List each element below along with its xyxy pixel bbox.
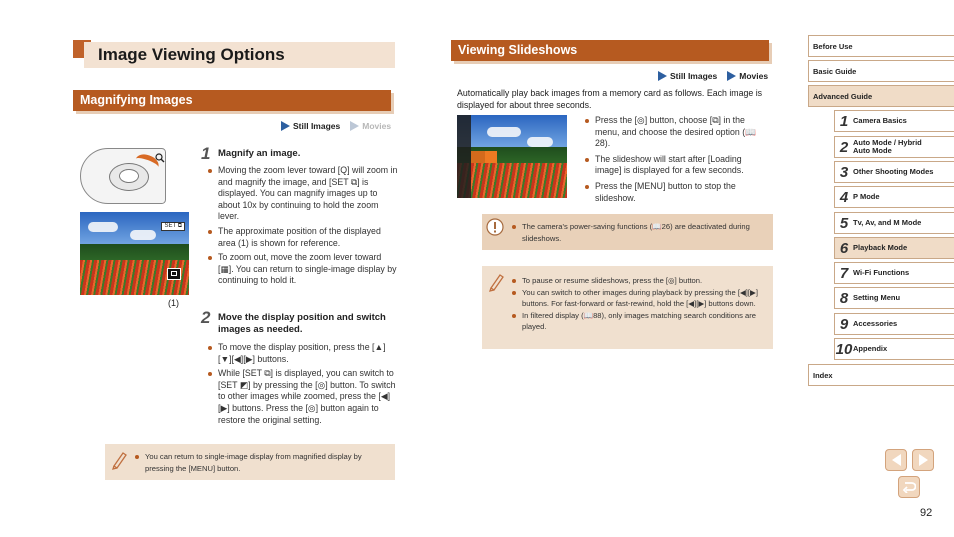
nav-advanced-guide[interactable]: Advanced Guide bbox=[808, 85, 954, 107]
note-item: To pause or resume slideshows, press the [◎] button. bbox=[512, 275, 767, 287]
nav-chapter-5[interactable]: 5 Tv, Av, and M Mode bbox=[834, 212, 954, 234]
callout-label: (1) bbox=[168, 298, 179, 308]
set-icon: SET ⧉ bbox=[161, 222, 185, 231]
nav-chapter-1[interactable]: 1 Camera Basics bbox=[834, 110, 954, 132]
section-heading-magnify: Magnifying Images bbox=[73, 90, 391, 111]
triangle-icon bbox=[658, 71, 667, 81]
step-title: Move the display position and switch images as needed. bbox=[218, 312, 386, 335]
step-number: 1 bbox=[201, 144, 211, 163]
list-item: Moving the zoom lever toward [Q] will zoom in and magnify the image, and [SET ⧉] is displayed. You can magnify images up to about 10x by continuing to hold the zoom lever. bbox=[208, 165, 398, 223]
page-title: Image Viewing Options bbox=[84, 42, 395, 68]
note-text: You can return to single-image display from magnified display by pressing the [MENU] button. bbox=[135, 451, 390, 474]
list-item: Press the [MENU] button to stop the slideshow. bbox=[585, 181, 769, 204]
slideshow-menu-icon bbox=[471, 151, 485, 163]
note-item: You can switch to other images during playback by pressing the [◀][▶] buttons. For fast-forward or fast-rewind, hold the [◀][▶] buttons down. bbox=[512, 287, 767, 310]
mode-movies: Movies bbox=[727, 71, 768, 81]
list-item: Press the [◎] button, choose [⧉] in the menu, and choose the desired option (📖28). bbox=[585, 115, 769, 150]
note-box bbox=[482, 266, 773, 349]
arrow-left-icon bbox=[892, 454, 901, 466]
position-indicator bbox=[167, 268, 181, 280]
pencil-icon bbox=[111, 450, 127, 470]
slideshow-menu-icon bbox=[485, 151, 497, 163]
warning-icon bbox=[486, 218, 504, 236]
pencil-icon bbox=[488, 272, 504, 292]
nav-chapter-2[interactable]: 2 Auto Mode / Hybrid Auto Mode bbox=[834, 136, 954, 158]
step-number: 2 bbox=[201, 308, 211, 327]
nav-before-use[interactable]: Before Use bbox=[808, 35, 954, 57]
func-menu bbox=[457, 115, 471, 198]
slideshow-intro: Automatically play back images from a memory card as follows. Each image is displayed for about three seconds. bbox=[457, 88, 763, 110]
magnify-icon bbox=[155, 153, 165, 163]
zoom-lever-illustration bbox=[80, 148, 166, 204]
note-item: In filtered display (📖88), only images matching search conditions are played. bbox=[512, 310, 767, 333]
mode-still: Still Images bbox=[281, 121, 340, 131]
nav-basic-guide[interactable]: Basic Guide bbox=[808, 60, 954, 82]
nav-chapter-9[interactable]: 9 Accessories bbox=[834, 313, 954, 335]
magnified-photo bbox=[80, 212, 189, 295]
slideshow-photo bbox=[457, 115, 567, 198]
mode-movies: Movies bbox=[350, 121, 391, 131]
list-item: To zoom out, move the zoom lever toward [▦]. You can return to single-image display by continuing to hold it. bbox=[208, 252, 398, 287]
warning-box bbox=[482, 214, 773, 250]
mode-indicator-slideshow bbox=[658, 71, 768, 81]
section-heading-slideshow: Viewing Slideshows bbox=[451, 40, 769, 61]
step1-bullets bbox=[208, 165, 398, 287]
mode-still: Still Images bbox=[658, 71, 717, 81]
nav-chapter-10[interactable]: 10 Appendix bbox=[834, 338, 954, 360]
list-item: To move the display position, press the [▲][▼][◀][▶] buttons. bbox=[208, 342, 398, 365]
nav-chapter-8[interactable]: 8 Setting Menu bbox=[834, 287, 954, 309]
nav-chapter-7[interactable]: 7 Wi-Fi Functions bbox=[834, 262, 954, 284]
list-item: The approximate position of the displayed area (1) is shown for reference. bbox=[208, 226, 398, 249]
nav-chapter-4[interactable]: 4 P Mode bbox=[834, 186, 954, 208]
note-box bbox=[105, 444, 395, 480]
return-button[interactable] bbox=[898, 476, 920, 498]
nav-index[interactable]: Index bbox=[808, 364, 954, 386]
step-title: Magnify an image. bbox=[218, 148, 301, 159]
list-item: While [SET ⧉] is displayed, you can switch to [SET ◩] by pressing the [◎] button. To switch to other images while zoomed, press the [◀][▶] buttons. Press the [◎] button again to restore the original setting. bbox=[208, 368, 398, 426]
prev-page-button[interactable] bbox=[885, 449, 907, 471]
page-number: 92 bbox=[920, 507, 933, 519]
nav-chapter-3[interactable]: 3 Other Shooting Modes bbox=[834, 161, 954, 183]
triangle-icon bbox=[727, 71, 736, 81]
return-icon bbox=[902, 481, 916, 493]
triangle-icon bbox=[350, 121, 359, 131]
list-item: The slideshow will start after [Loading image] is displayed for a few seconds. bbox=[585, 154, 769, 177]
next-page-button[interactable] bbox=[912, 449, 934, 471]
step2-bullets bbox=[208, 342, 398, 426]
nav-chapter-6[interactable]: 6 Playback Mode bbox=[834, 237, 954, 259]
triangle-icon bbox=[281, 121, 290, 131]
mode-indicator-magnify bbox=[281, 121, 391, 131]
warning-text: The camera's power-saving functions (📖26) are deactivated during slideshows. bbox=[512, 221, 767, 244]
slideshow-bullets bbox=[585, 115, 769, 204]
arrow-right-icon bbox=[919, 454, 928, 466]
